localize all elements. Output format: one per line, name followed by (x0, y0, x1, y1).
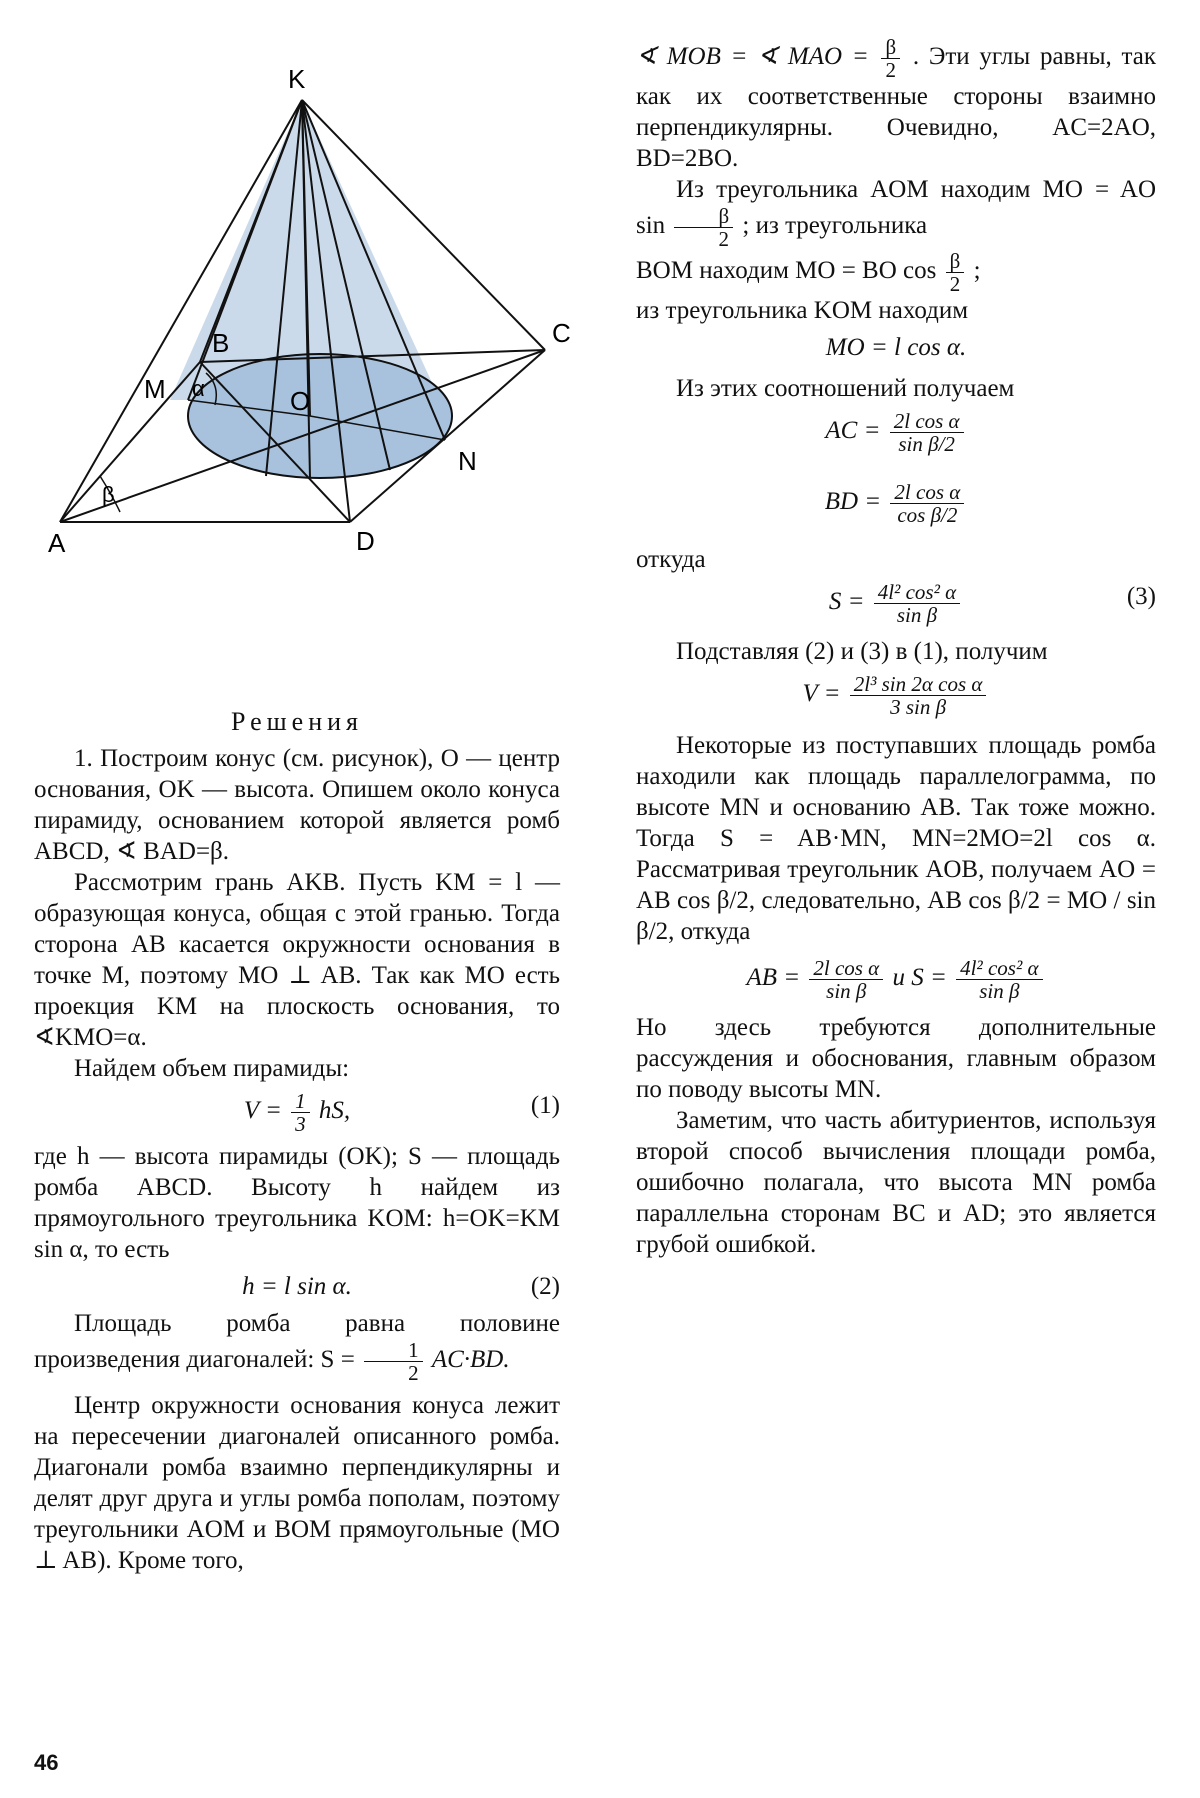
frac-den: sin β (979, 979, 1020, 1003)
eq-lhs: V = (243, 1097, 282, 1125)
equation-mo: MO = l cos α. (825, 334, 967, 361)
eq-lhs: AC = (825, 417, 881, 445)
frac-num: 2l³ sin 2α cos α (850, 673, 987, 696)
text-span: Площадь ромба равна половине произведения диагоналей: S = (34, 1310, 560, 1374)
frac-den: 2 (408, 1361, 419, 1385)
eq-text: h = l sin α. (242, 1273, 352, 1300)
eq-lhs: V = (802, 680, 841, 708)
right-column (636, 36, 1156, 1260)
cone-pyramid-figure (40, 60, 600, 600)
label-D: D (356, 526, 375, 556)
paragraph: откуда (636, 546, 706, 573)
solutions-heading: Решения (230, 707, 363, 736)
eq-lhs: S = (828, 588, 865, 616)
paragraph: Из этих соотношений получаем (676, 375, 1015, 402)
label-K: K (288, 64, 306, 94)
fraction (946, 250, 965, 295)
left-column (34, 706, 560, 1576)
equation-1 (34, 1090, 560, 1135)
frac-num: 2l cos α (890, 481, 964, 504)
frac-num: 1 (364, 1339, 423, 1362)
paragraph: где h — высота пирамиды (OK); S — площадь ромба ABCD. Высоту h найдем из прямоугольного треугольника KOM: h=OK=KM sin α, то есть (34, 1143, 560, 1263)
text-span: . Эти углы равны, так как их соответственные стороны взаимно перпендикулярны. Очевидно, AC=2AO, BD=2BO. (636, 43, 1156, 172)
paragraph: Заметим, что часть абитуриентов, используя второй способ вычисления площади ромба, ошибочно полагала, что высота MN ромба параллельна сторонам BC и AD; это является грубой ошибкой. (636, 1107, 1156, 1258)
frac-num: 4l² cos² α (874, 581, 960, 604)
fraction (674, 205, 733, 250)
fraction (291, 1090, 310, 1135)
label-alpha: α (192, 376, 205, 401)
equation-bd (636, 481, 1156, 526)
equation-number: (3) (1126, 583, 1156, 610)
fraction (809, 957, 883, 1002)
paragraph: 1. Построим конус (см. рисунок), O — центр основания, OK — высота. Опишем около конуса пирамиду, основанием которой является ромб ABCD, ∢ BAD=β. (34, 745, 560, 865)
equation-2 (34, 1271, 560, 1302)
frac-den: sin β (826, 979, 867, 1003)
label-C: C (552, 318, 571, 348)
paragraph: Рассмотрим грань AKB. Пусть KM = l — образующая конуса, общая с этой гранью. Тогда сторона AB касается окружности основания в точке M, поэтому MO ⊥ AB. Так как MO есть проекция KM на плоскость основания, то ∢KMO=α. (34, 869, 560, 1051)
eq-mid: и S = (892, 964, 947, 992)
paragraph: Найдем объем пирамиды: (74, 1055, 350, 1082)
paragraph (636, 36, 1156, 174)
frac-den: sin β/2 (898, 432, 955, 456)
text-span: ∢ MOB = ∢ MAO = (636, 43, 869, 71)
paragraph: Но здесь требуются дополнительные рассуждения и обоснования, главным образом по поводу высоты MN. (636, 1014, 1156, 1103)
text-span: AC·BD. (431, 1346, 510, 1374)
frac-num: β (674, 205, 733, 228)
fraction (364, 1339, 423, 1384)
frac-den: 3 sin β (890, 695, 947, 719)
fraction (874, 581, 960, 626)
frac-num: 4l² cos² α (956, 957, 1042, 980)
cone-base (188, 354, 452, 478)
frac-num: 1 (291, 1090, 310, 1113)
equation-s (636, 581, 1156, 626)
label-B: B (212, 328, 230, 358)
label-N: N (458, 446, 477, 476)
text-span: BOM находим MO = BO cos (636, 257, 937, 285)
paragraph (636, 174, 1156, 250)
label-A: A (48, 528, 66, 558)
paragraph: Некоторые из поступавших площадь ромба находили как площадь параллелограмма, по высоте MN и основанию AB. Так тоже можно. Тогда S = AB·MN, MN=2MO=2l cos α. Рассматривая треугольник AOB, получаем AO = AB cos β/2, следовательно, AB cos β/2 = MO / sin β/2, откуда (636, 732, 1156, 945)
text-span: ; из треугольника (742, 212, 928, 240)
frac-num: β (881, 36, 900, 59)
paragraph: из треугольника KOM находим (636, 297, 969, 324)
equation-number: (1) (530, 1092, 560, 1119)
paragraph (34, 1308, 560, 1384)
text-span: ; (973, 257, 981, 285)
eq-lhs: BD = (824, 488, 882, 516)
fraction (890, 410, 964, 455)
fraction (850, 673, 987, 718)
frac-den: 2 (718, 227, 730, 251)
fraction (956, 957, 1042, 1002)
frac-den: 2 (949, 272, 961, 296)
frac-den: 2 (885, 58, 897, 82)
label-beta: β (102, 482, 115, 507)
frac-den: cos β/2 (897, 503, 958, 527)
paragraph: Центр окружности основания конуса лежит на пересечении диагоналей описанного ромба. Диагонали ромба взаимно перпендикулярны и делят друг друга и углы ромба пополам, поэтому треугольники AOM и BOM прямоугольные (MO ⊥ AB). Кроме того, (34, 1392, 560, 1574)
frac-num: β (946, 250, 965, 273)
fraction (890, 481, 964, 526)
label-M: M (144, 374, 166, 404)
frac-num: 2l cos α (809, 957, 883, 980)
paragraph: Подставляя (2) и (3) в (1), получим (676, 638, 1048, 665)
equation-v (636, 673, 1156, 718)
equation-ac (636, 410, 1156, 455)
fraction (881, 36, 900, 81)
text-span: Из треугольника AOM находим MO = AO sin (636, 176, 1156, 240)
paragraph (636, 250, 1156, 295)
label-O: O (290, 386, 311, 416)
equation-number: (2) (530, 1273, 560, 1300)
eq-lhs: AB = (746, 964, 801, 992)
page-number: 46 (34, 1750, 59, 1775)
frac-den: sin β (896, 603, 938, 627)
eq-rhs: hS, (318, 1097, 351, 1125)
frac-den: 3 (295, 1112, 306, 1136)
equation-ab (636, 957, 1156, 1002)
frac-num: 2l cos α (890, 410, 964, 433)
